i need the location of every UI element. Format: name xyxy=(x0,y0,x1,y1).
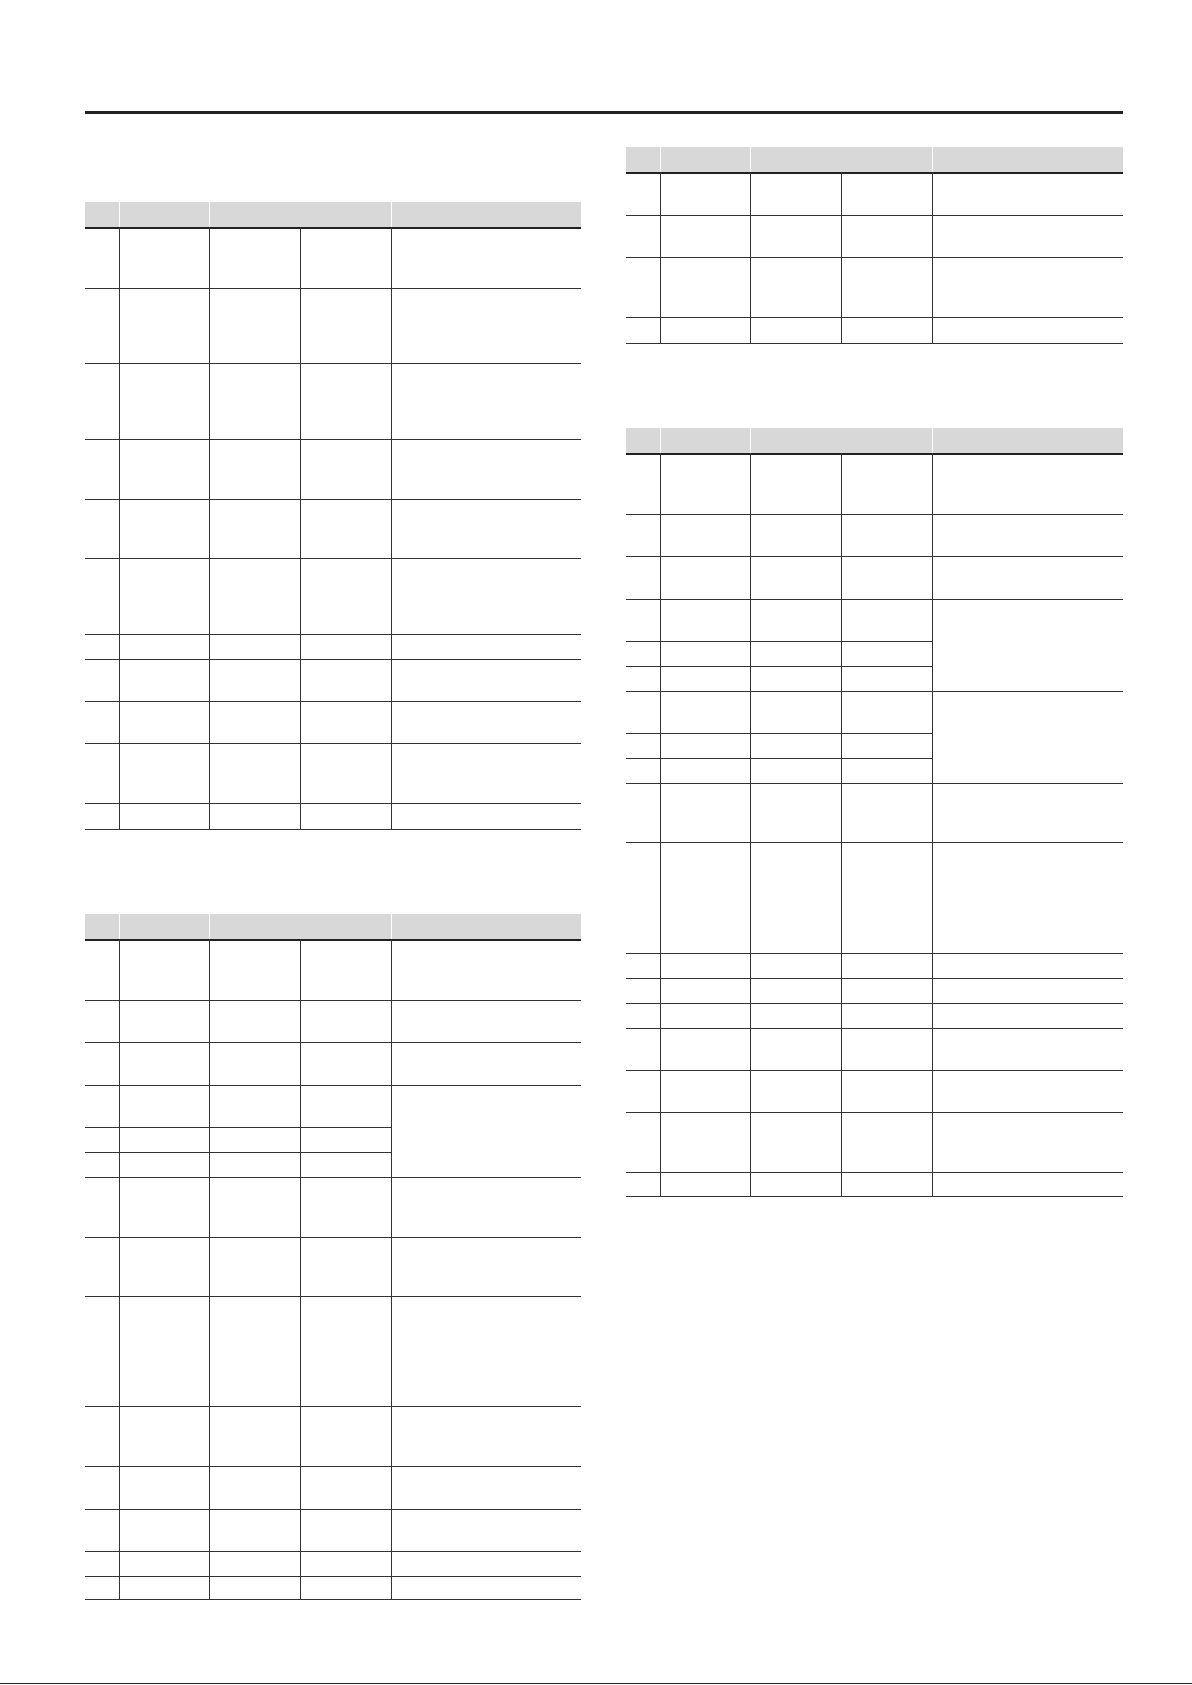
column-divider xyxy=(391,227,392,829)
row-divider xyxy=(85,558,581,559)
column-divider xyxy=(209,227,210,829)
column-divider xyxy=(660,453,661,1196)
row-divider xyxy=(626,1070,1123,1071)
column-divider xyxy=(841,172,842,343)
row-divider xyxy=(85,1599,581,1600)
header-divider xyxy=(750,147,751,172)
table-right-top xyxy=(626,147,1123,343)
row-divider xyxy=(85,743,581,744)
header-divider xyxy=(391,202,392,227)
column-divider xyxy=(750,453,751,1196)
table-header-row xyxy=(626,428,1123,455)
row-divider xyxy=(85,1085,581,1086)
header-divider xyxy=(660,147,661,172)
table-left-bottom xyxy=(85,914,581,1599)
column-divider xyxy=(750,172,751,343)
header-divider xyxy=(209,202,210,227)
row-divider xyxy=(85,1296,581,1297)
row-divider xyxy=(626,783,1123,784)
header-divider xyxy=(209,914,210,939)
row-divider xyxy=(85,1152,391,1153)
row-divider xyxy=(626,758,932,759)
row-divider xyxy=(626,514,1123,515)
row-divider xyxy=(85,499,581,500)
row-divider xyxy=(626,1172,1123,1173)
row-divider xyxy=(85,634,581,635)
header-divider xyxy=(119,202,120,227)
row-divider xyxy=(85,1042,581,1043)
row-divider xyxy=(626,317,1123,318)
table-left-top xyxy=(85,202,581,829)
row-divider xyxy=(85,1000,581,1001)
column-divider xyxy=(932,172,933,343)
row-divider xyxy=(626,1112,1123,1113)
header-divider xyxy=(932,428,933,453)
row-divider xyxy=(85,829,581,830)
row-divider xyxy=(85,1406,581,1407)
row-divider xyxy=(626,343,1123,344)
row-divider xyxy=(626,215,1123,216)
row-divider xyxy=(626,257,1123,258)
row-divider xyxy=(85,1576,581,1577)
page-bottom-rule xyxy=(0,1683,1192,1684)
row-divider xyxy=(626,953,1123,954)
column-divider xyxy=(119,227,120,829)
column-divider xyxy=(300,939,301,1599)
header-divider xyxy=(660,428,661,453)
row-divider xyxy=(85,363,581,364)
row-divider xyxy=(626,978,1123,979)
header-divider xyxy=(932,147,933,172)
column-divider xyxy=(841,453,842,1196)
row-divider xyxy=(85,288,581,289)
row-divider xyxy=(85,1237,581,1238)
column-divider xyxy=(391,939,392,1599)
row-divider xyxy=(626,842,1123,843)
row-divider xyxy=(85,1551,581,1552)
column-divider xyxy=(300,227,301,829)
row-divider xyxy=(626,733,932,734)
row-divider xyxy=(626,1028,1123,1029)
row-divider xyxy=(626,556,1123,557)
row-divider xyxy=(626,666,932,667)
column-divider xyxy=(209,939,210,1599)
row-divider xyxy=(626,1003,1123,1004)
row-divider xyxy=(85,803,581,804)
row-divider xyxy=(626,641,932,642)
row-divider xyxy=(626,1196,1123,1197)
row-divider xyxy=(626,599,1123,600)
row-divider xyxy=(85,439,581,440)
row-divider xyxy=(85,1509,581,1510)
row-divider xyxy=(626,691,1123,692)
row-divider xyxy=(85,1127,391,1128)
header-divider xyxy=(391,914,392,939)
header-divider xyxy=(750,428,751,453)
column-divider xyxy=(932,453,933,1196)
column-divider xyxy=(119,939,120,1599)
row-divider xyxy=(85,1466,581,1467)
header-divider xyxy=(119,914,120,939)
row-divider xyxy=(85,701,581,702)
table-right-bottom xyxy=(626,428,1123,1196)
row-divider xyxy=(85,659,581,660)
table-header-row xyxy=(85,914,581,941)
row-divider xyxy=(85,1177,581,1178)
page-top-rule xyxy=(85,111,1123,114)
table-header-row xyxy=(85,202,581,229)
column-divider xyxy=(660,172,661,343)
table-header-row xyxy=(626,147,1123,174)
